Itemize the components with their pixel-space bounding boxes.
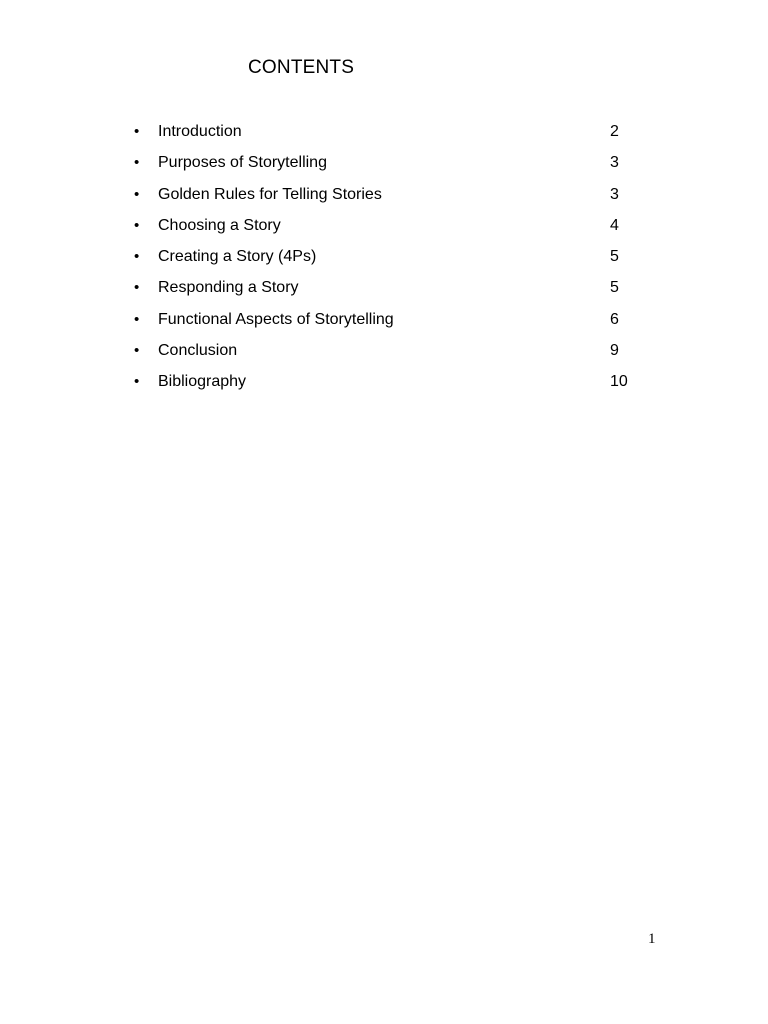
toc-entry-title: Creating a Story (4Ps) bbox=[158, 248, 317, 266]
toc-entry-title: Choosing a Story bbox=[158, 216, 281, 234]
toc-entry-title: Introduction bbox=[158, 123, 242, 140]
toc-entry-page: 10 bbox=[610, 373, 628, 391]
toc-entry-page: 3 bbox=[610, 185, 619, 203]
toc-entry bbox=[0, 368, 768, 399]
toc-entry-page: 4 bbox=[610, 216, 619, 234]
bullet-icon: • bbox=[134, 185, 140, 203]
bullet-icon: • bbox=[134, 123, 140, 140]
toc-entry-title: Golden Rules for Telling Stories bbox=[158, 185, 382, 203]
toc-entry-page: 2 bbox=[610, 123, 619, 140]
toc-entry-title: Conclusion bbox=[158, 342, 238, 360]
toc-entry bbox=[0, 212, 768, 243]
bullet-icon: • bbox=[134, 248, 140, 266]
toc-entry bbox=[0, 337, 768, 368]
toc-entry-title: Bibliography bbox=[158, 373, 247, 391]
toc-entry-title: Responding a Story bbox=[158, 279, 299, 297]
toc-entry-page: 6 bbox=[610, 310, 619, 328]
bullet-icon: • bbox=[134, 342, 140, 360]
toc-entry-page: 9 bbox=[610, 342, 619, 360]
bullet-icon: • bbox=[134, 154, 140, 172]
bullet-icon: • bbox=[134, 279, 140, 297]
toc-entry bbox=[0, 149, 768, 180]
contents-heading: CONTENTS bbox=[248, 57, 355, 78]
bullet-icon: • bbox=[134, 216, 140, 234]
footer-page-number: 1 bbox=[648, 931, 656, 947]
toc-entry bbox=[0, 306, 768, 337]
toc-entry bbox=[0, 243, 768, 274]
bullet-icon: • bbox=[134, 310, 140, 328]
toc-entry-page: 5 bbox=[610, 279, 619, 297]
toc-entry-page: 5 bbox=[610, 248, 619, 266]
toc-entry bbox=[0, 118, 768, 149]
toc-entry-title: Purposes of Storytelling bbox=[158, 154, 327, 172]
bullet-icon: • bbox=[134, 373, 140, 391]
toc-entry bbox=[0, 274, 768, 305]
toc-entry-title: Functional Aspects of Storytelling bbox=[158, 310, 394, 328]
toc-entry-page: 3 bbox=[610, 154, 619, 172]
toc-entry bbox=[0, 181, 768, 212]
table-of-contents bbox=[0, 118, 768, 400]
